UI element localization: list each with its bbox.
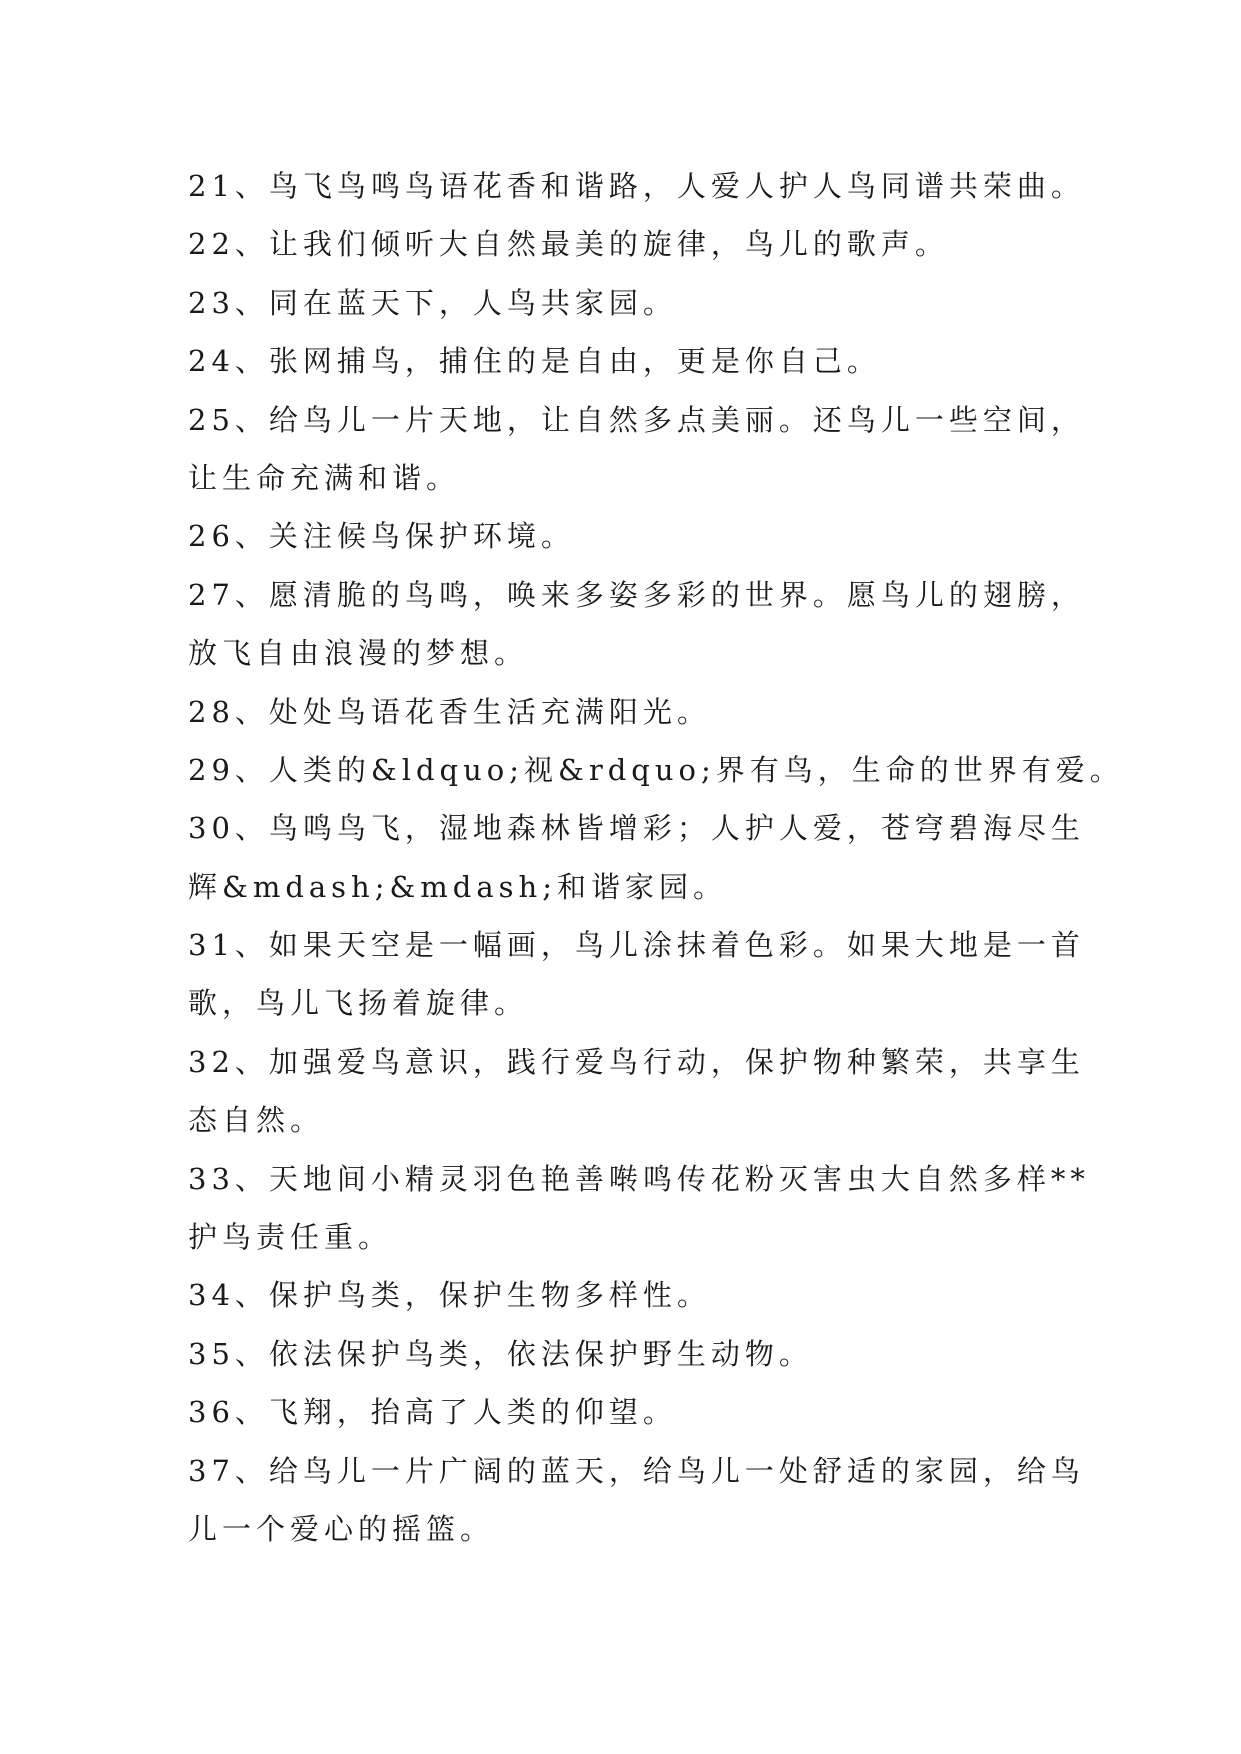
text-line: 28、处处鸟语花香生活充满阳光。: [188, 694, 711, 729]
text-line: 33、天地间小精灵羽色艳善啭鸣传花粉灭害虫大自然多样**: [188, 1161, 1090, 1196]
text-line: 辉&mdash;&mdash;和谐家园。: [188, 869, 727, 904]
text-line: 27、愿清脆的鸟鸣，唤来多姿多彩的世界。愿鸟儿的翅膀，: [188, 577, 1085, 612]
text-line: 护鸟责任重。: [188, 1220, 393, 1255]
text-line: 让生命充满和谐。: [188, 460, 461, 495]
text-line: 24、张网捕鸟，捕住的是自由，更是你自己。: [188, 344, 881, 379]
text-line: 放飞自由浪漫的梦想。: [188, 636, 529, 671]
text-line: 30、鸟鸣鸟飞，湿地森林皆增彩；人护人爱，苍穹碧海尽生: [188, 811, 1085, 846]
text-line: 34、保护鸟类，保护生物多样性。: [188, 1278, 711, 1313]
text-line: 29、人类的&ldquo;视&rdquo;界有鸟，生命的世界有爱。: [188, 752, 1124, 787]
text-line: 21、鸟飞鸟鸣鸟语花香和谐路，人爱人护人鸟同谱共荣曲。: [188, 169, 1085, 203]
text-line: 35、依法保护鸟类，依法保护野生动物。: [188, 1336, 813, 1371]
text-line: 36、飞翔，抬高了人类的仰望。: [188, 1395, 677, 1430]
text-line: 歌，鸟儿飞扬着旋律。: [188, 986, 529, 1021]
text-line: 态自然。: [188, 1103, 325, 1138]
text-line: 31、如果天空是一幅画，鸟儿涂抹着色彩。如果大地是一首: [188, 928, 1085, 963]
text-line: 25、给鸟儿一片天地，让自然多点美丽。还鸟儿一些空间，: [188, 402, 1085, 437]
text-line: 32、加强爱鸟意识，践行爱鸟行动，保护物种繁荣，共享生: [188, 1044, 1085, 1079]
document-body: [188, 157, 1124, 1558]
text-line: 23、同在蓝天下，人鸟共家园。: [188, 285, 677, 320]
text-line: 26、关注候鸟保护环境。: [188, 519, 575, 554]
text-line: 儿一个爱心的摇篮。: [188, 1511, 495, 1546]
text-line: 37、给鸟儿一片广阔的蓝天，给鸟儿一处舒适的家园，给鸟: [188, 1453, 1085, 1488]
text-line: 22、让我们倾听大自然最美的旋律，鸟儿的歌声。: [188, 227, 949, 262]
